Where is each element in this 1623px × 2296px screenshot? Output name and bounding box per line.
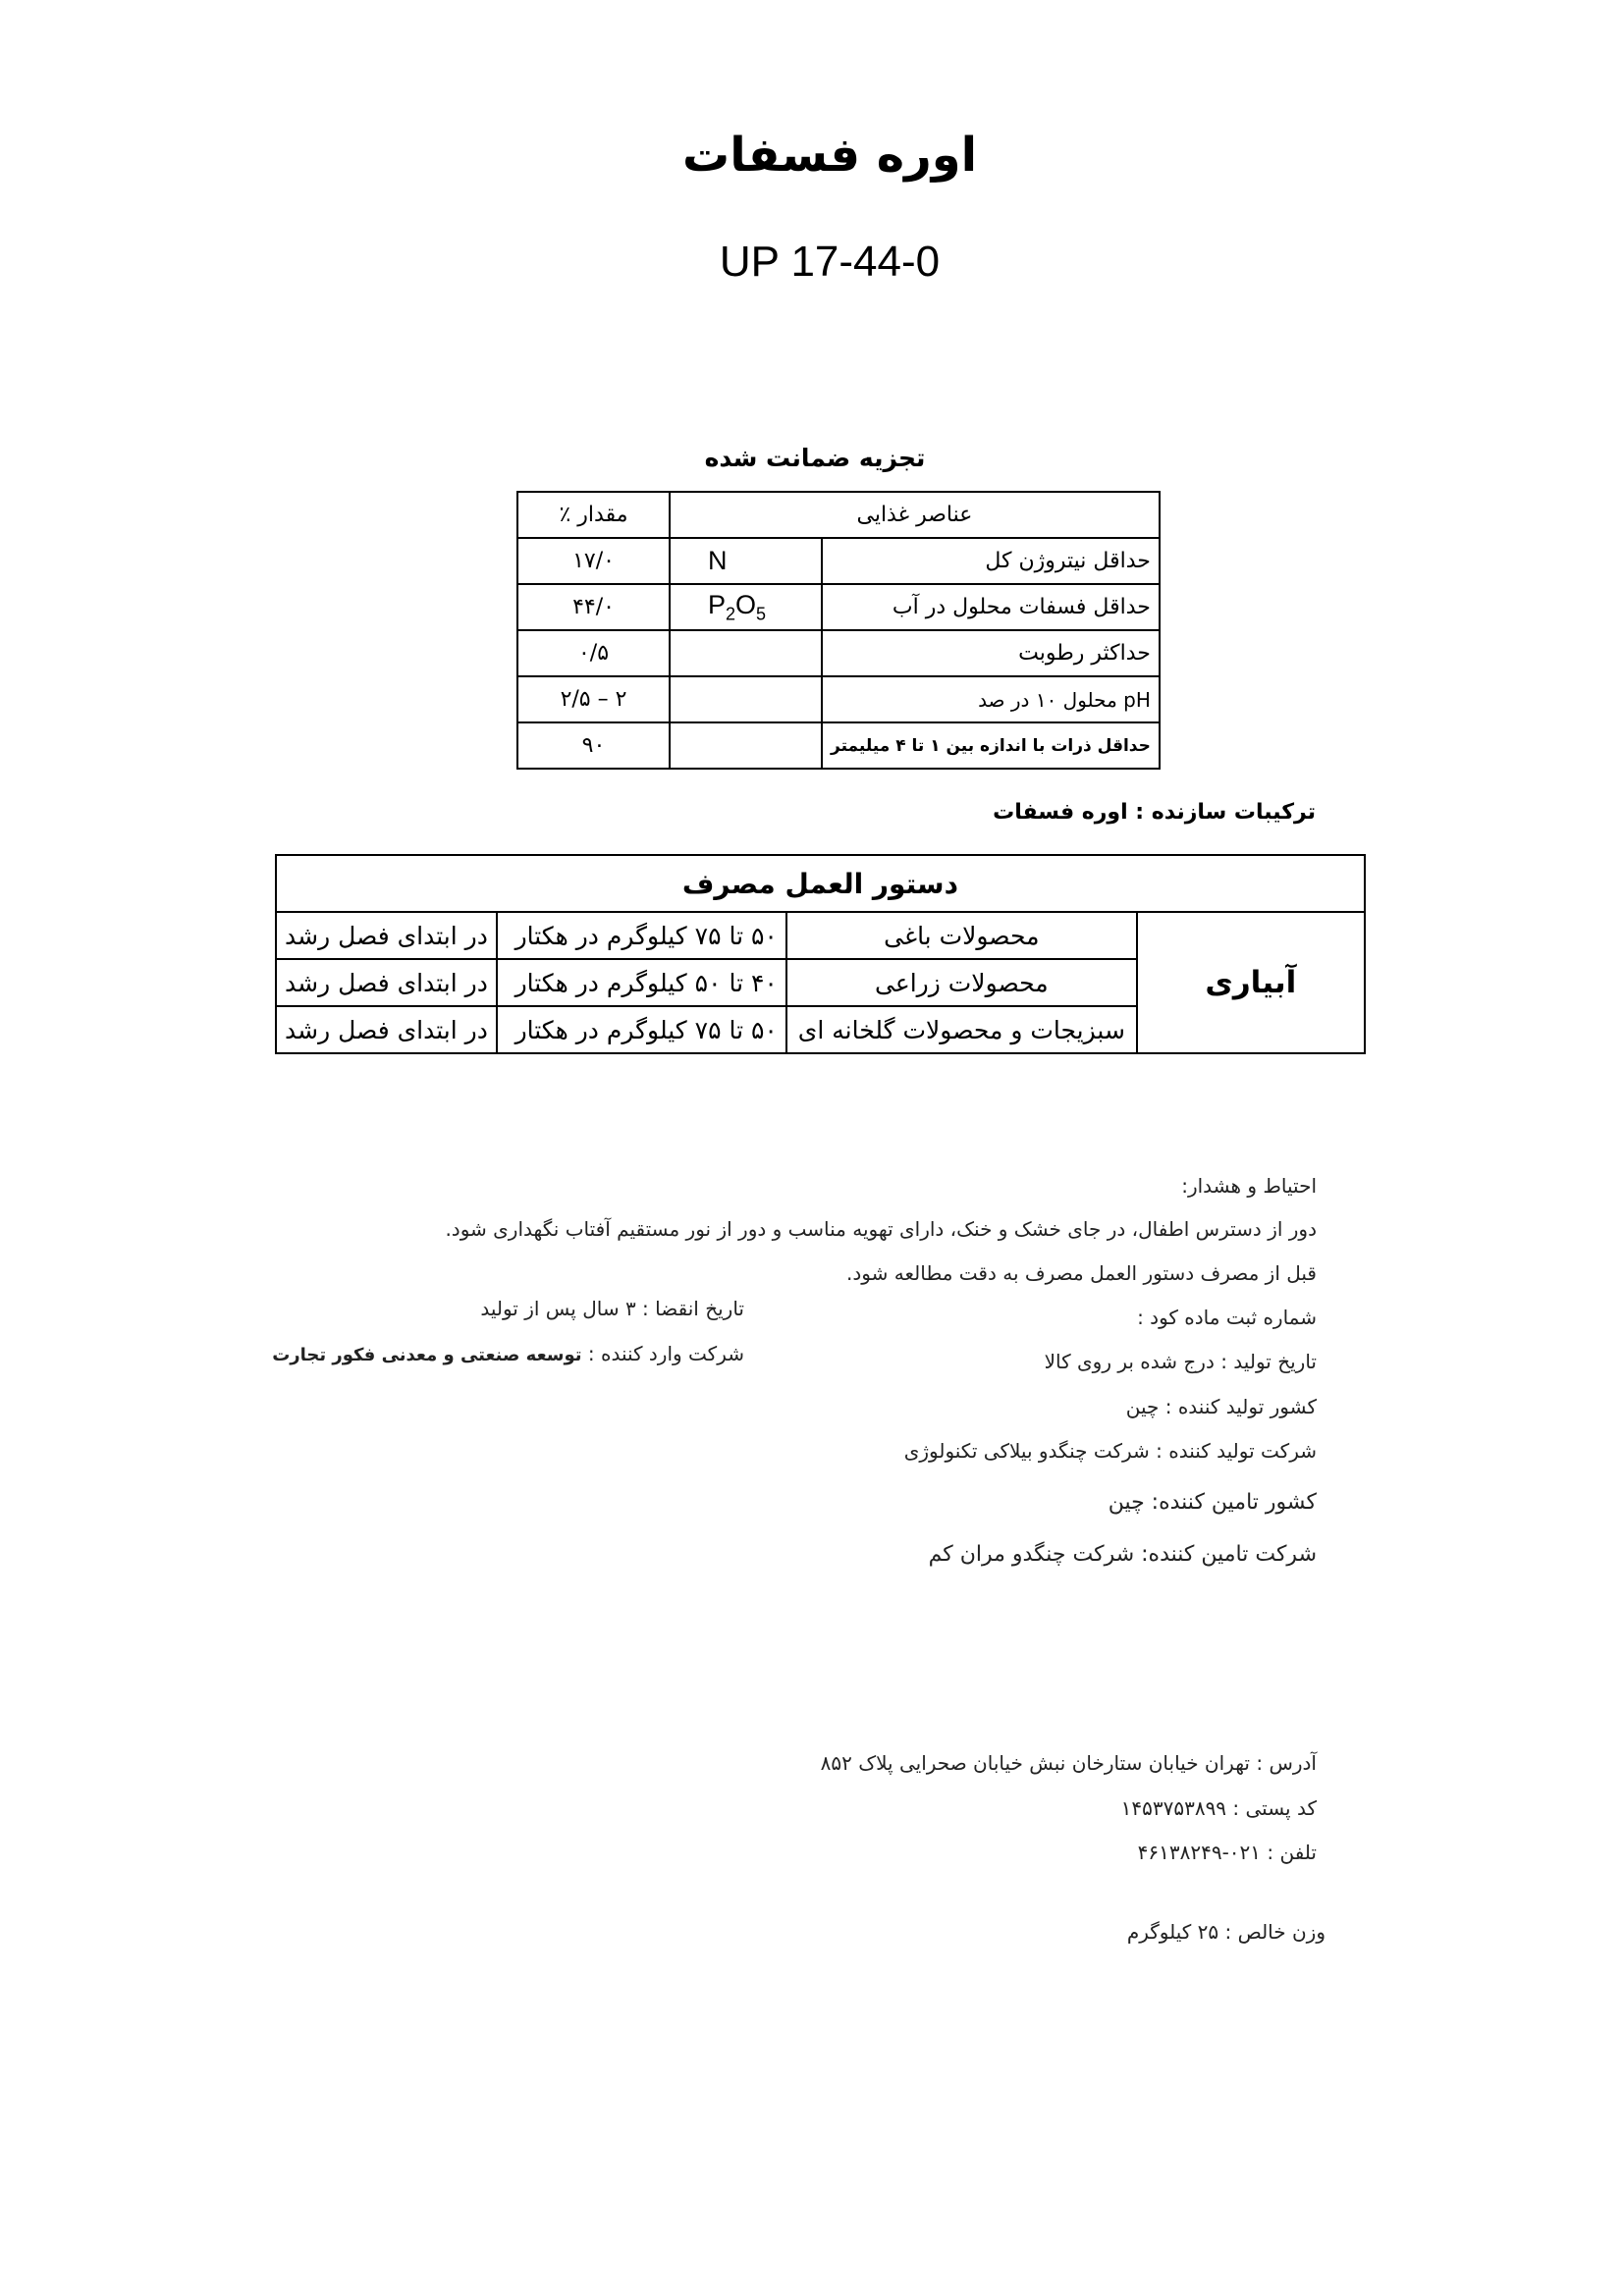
nutrient-symbol [670,630,822,676]
usage-instructions-table [275,854,1366,1054]
analysis-row [517,676,1160,722]
application-timing: در ابتدای فصل رشد [276,912,497,959]
importer-label: شرکت وارد کننده : [587,1342,744,1365]
crop-type: محصولات باغی [786,912,1137,959]
symbol-part: P [708,589,727,619]
application-rate: ۵۰ تا ۷۵ کیلوگرم در هکتار [497,1006,786,1053]
analysis-header-row [517,492,1160,538]
nutrient-value: ۱۷/۰ [517,538,670,584]
header-amount: مقدار ٪ [517,492,670,538]
postal-code: کد پستی : ۱۴۵۳۷۵۳۸۹۹ [1120,1796,1317,1820]
nutrient-symbol [670,676,822,722]
application-timing: در ابتدای فصل رشد [276,1006,497,1053]
nutrient-name: حداکثر رطوبت [822,630,1160,676]
analysis-row [517,584,1160,630]
net-weight: وزن خالص : ۲۵ کیلوگرم [1126,1920,1325,1944]
usage-title: دستور العمل مصرف [276,855,1365,912]
application-rate: ۵۰ تا ۷۵ کیلوگرم در هکتار [497,912,786,959]
nutrient-name: حداقل نیتروژن کل [822,538,1160,584]
analysis-row [517,630,1160,676]
nutrient-symbol [670,722,822,769]
crop-type: محصولات زراعی [786,959,1137,1006]
production-date: تاریخ تولید : درج شده بر روی کالا [1044,1350,1317,1373]
symbol-subscript: 5 [756,604,767,624]
analysis-row [517,538,1160,584]
analysis-row [517,722,1160,769]
application-rate: ۴۰ تا ۵۰ کیلوگرم در هکتار [497,959,786,1006]
nutrient-symbol [670,584,822,630]
product-title: اوره فسفات [681,128,978,183]
nutrient-value: ۴۴/۰ [517,584,670,630]
usage-row [276,912,1365,959]
application-timing: در ابتدای فصل رشد [276,959,497,1006]
warning-read-instructions: قبل از مصرف دستور العمل مصرف به دقت مطالعه شود. [846,1261,1317,1285]
nutrient-name: حداقل فسفات محلول در آب [822,584,1160,630]
symbol-subscript: 2 [726,604,736,624]
warning-title: احتیاط و هشدار: [1181,1174,1317,1198]
application-method: آبیاری [1137,912,1365,1053]
usage-title-row [276,855,1365,912]
importer-name: توسعه صنعتی و معدنی فکور تجارت [272,1345,582,1365]
supplier-country: کشور تامین کننده: چین [1108,1490,1317,1515]
phone: تلفن : ۰۲۱-۴۶۱۳۸۲۴۹ [1137,1841,1317,1864]
analysis-heading: تجزیه ضمانت شده [704,444,926,472]
symbol-part: O [735,589,757,619]
nutrient-value: ۲ – ۲/۵ [517,676,670,722]
nutrient-value: ۰/۵ [517,630,670,676]
supplier-company: شرکت تامین کننده: شرکت چنگدو مران کم [928,1542,1317,1567]
composition-line: ترکیبات سازنده : اوره فسفات [993,800,1316,825]
nutrient-symbol: N [670,538,822,584]
nutrient-name: pH محلول ۱۰ در صد [822,676,1160,722]
guaranteed-analysis-table [516,491,1161,770]
manufacturer-country: کشور تولید کننده : چین [1125,1395,1317,1418]
header-nutrients: عناصر غذایی [670,492,1160,538]
nutrient-value: ۹۰ [517,722,670,769]
manufacturer-company: شرکت تولید کننده : شرکت چنگدو بیلاکی تکنولوژی [903,1439,1317,1463]
importer-line [272,1342,744,1365]
address: آدرس : تهران خیابان ستارخان نبش خیابان صحرایی پلاک ۸۵۲ [820,1751,1317,1775]
crop-type: سبزیجات و محصولات گلخانه ای [786,1006,1137,1053]
nutrient-name: حداقل ذرات با اندازه بین ۱ تا ۴ میلیمتر [822,722,1160,769]
registration-number: شماره ثبت ماده کود : [1137,1306,1317,1329]
warning-storage: دور از دسترس اطفال، در جای خشک و خنک، دارای تهویه مناسب و دور از نور مستقیم آفتاب نگهداری شود. [445,1217,1317,1241]
expiry-date: تاریخ انقضا : ۳ سال پس از تولید [480,1297,744,1320]
product-code: UP 17-44-0 [719,238,941,286]
